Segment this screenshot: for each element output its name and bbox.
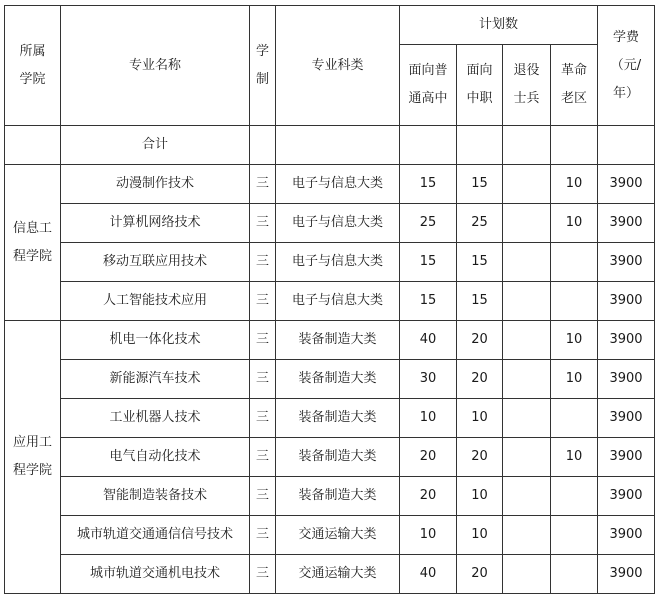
vocational-count-cell: 10 [457,399,503,438]
category-cell: 装备制造大类 [276,399,400,438]
fee-cell: 3900 [598,516,655,555]
total-row [5,126,655,165]
veteran-count-cell [503,243,551,282]
total-cell [503,126,551,165]
revolution-count-cell: 10 [551,204,598,243]
revolution-count-cell: 10 [551,321,598,360]
revolution-count-cell [551,516,598,555]
veteran-count-cell [503,321,551,360]
fee-cell: 3900 [598,321,655,360]
header-row-top [5,6,655,45]
vocational-count-cell: 15 [457,165,503,204]
table-row [5,399,655,438]
college-label: 应用工 程学院 [12,435,52,478]
general-count-cell: 40 [400,555,457,594]
header-college [5,6,61,126]
category-cell: 电子与信息大类 [276,243,400,282]
veteran-count-cell [503,555,551,594]
major-cell: 计算机网络技术 [61,204,250,243]
table-row [5,516,655,555]
table-row [5,477,655,516]
duration-cell: 三 [250,555,276,594]
major-cell: 电气自动化技术 [61,438,250,477]
vocational-count-cell: 20 [457,438,503,477]
duration-cell: 三 [250,282,276,321]
category-cell: 装备制造大类 [276,477,400,516]
table-row [5,165,655,204]
general-count-cell: 40 [400,321,457,360]
header-duration [250,6,276,126]
total-cell [400,126,457,165]
veteran-count-cell [503,204,551,243]
category-cell: 交通运输大类 [276,516,400,555]
total-cell [276,126,400,165]
header-major: 专业名称 [61,6,250,126]
vocational-count-cell: 15 [457,243,503,282]
category-cell: 电子与信息大类 [276,282,400,321]
major-cell: 动漫制作技术 [61,165,250,204]
header-category: 专业科类 [276,6,400,126]
fee-cell: 3900 [598,399,655,438]
total-cell [457,126,503,165]
enrollment-plan-table [4,5,655,594]
table-row [5,360,655,399]
revolution-count-cell [551,399,598,438]
vocational-count-cell: 20 [457,321,503,360]
general-count-cell: 30 [400,360,457,399]
table-row [5,243,655,282]
category-cell: 装备制造大类 [276,360,400,399]
duration-cell: 三 [250,204,276,243]
vocational-count-cell: 25 [457,204,503,243]
revolution-count-cell [551,555,598,594]
fee-cell: 3900 [598,282,655,321]
header-fee-label: 学费 （元/ 年） [610,29,642,101]
college-cell [5,321,61,594]
major-cell: 工业机器人技术 [61,399,250,438]
revolution-count-cell [551,243,598,282]
duration-cell: 三 [250,438,276,477]
vocational-count-cell: 15 [457,282,503,321]
table-row [5,282,655,321]
general-count-cell: 10 [400,516,457,555]
total-label: 合计 [61,126,250,165]
duration-cell: 三 [250,165,276,204]
general-count-cell: 20 [400,438,457,477]
header-plan-count: 计划数 [400,6,598,45]
category-cell: 电子与信息大类 [276,165,400,204]
header-college-label: 所属 学院 [19,43,46,87]
header-duration-label: 学 制 [255,43,269,87]
duration-cell: 三 [250,360,276,399]
college-label: 信息工 程学院 [12,220,52,264]
revolution-count-cell [551,282,598,321]
veteran-count-cell [503,399,551,438]
veteran-count-cell [503,360,551,399]
revolution-count-cell: 10 [551,438,598,477]
major-cell: 移动互联应用技术 [61,243,250,282]
general-count-cell: 15 [400,282,457,321]
vocational-count-cell: 20 [457,555,503,594]
duration-cell: 三 [250,243,276,282]
total-cell [551,126,598,165]
major-cell: 新能源汽车技术 [61,360,250,399]
fee-cell: 3900 [598,438,655,477]
revolution-count-cell [551,477,598,516]
general-count-cell: 15 [400,243,457,282]
major-cell: 智能制造装备技术 [61,477,250,516]
college-cell [5,165,61,321]
fee-cell: 3900 [598,165,655,204]
duration-cell: 三 [250,399,276,438]
veteran-count-cell [503,516,551,555]
table-row [5,438,655,477]
major-cell: 人工智能技术应用 [61,282,250,321]
vocational-count-cell: 10 [457,516,503,555]
general-count-cell: 10 [400,399,457,438]
duration-cell: 三 [250,321,276,360]
header-sub-general: 面向普 通高中 [400,45,457,126]
fee-cell: 3900 [598,243,655,282]
category-cell: 装备制造大类 [276,438,400,477]
table-row [5,555,655,594]
category-cell: 交通运输大类 [276,555,400,594]
fee-cell: 3900 [598,204,655,243]
vocational-count-cell: 10 [457,477,503,516]
total-cell [250,126,276,165]
table-row [5,321,655,360]
veteran-count-cell [503,282,551,321]
major-cell: 城市轨道交通通信信号技术 [61,516,250,555]
duration-cell: 三 [250,516,276,555]
duration-cell: 三 [250,477,276,516]
general-count-cell: 20 [400,477,457,516]
header-sub-revolution: 革命 老区 [551,45,598,126]
major-cell: 城市轨道交通机电技术 [61,555,250,594]
major-cell: 机电一体化技术 [61,321,250,360]
fee-cell: 3900 [598,477,655,516]
table-body [5,6,655,594]
total-cell-college [5,126,61,165]
general-count-cell: 25 [400,204,457,243]
fee-cell: 3900 [598,555,655,594]
revolution-count-cell: 10 [551,165,598,204]
vocational-count-cell: 20 [457,360,503,399]
general-count-cell: 15 [400,165,457,204]
category-cell: 电子与信息大类 [276,204,400,243]
table-row [5,204,655,243]
fee-cell: 3900 [598,360,655,399]
veteran-count-cell [503,438,551,477]
header-sub-vocational: 面向 中职 [457,45,503,126]
header-sub-veteran: 退役 士兵 [503,45,551,126]
veteran-count-cell [503,165,551,204]
veteran-count-cell [503,477,551,516]
total-cell [598,126,655,165]
category-cell: 装备制造大类 [276,321,400,360]
header-fee [598,6,655,126]
revolution-count-cell: 10 [551,360,598,399]
